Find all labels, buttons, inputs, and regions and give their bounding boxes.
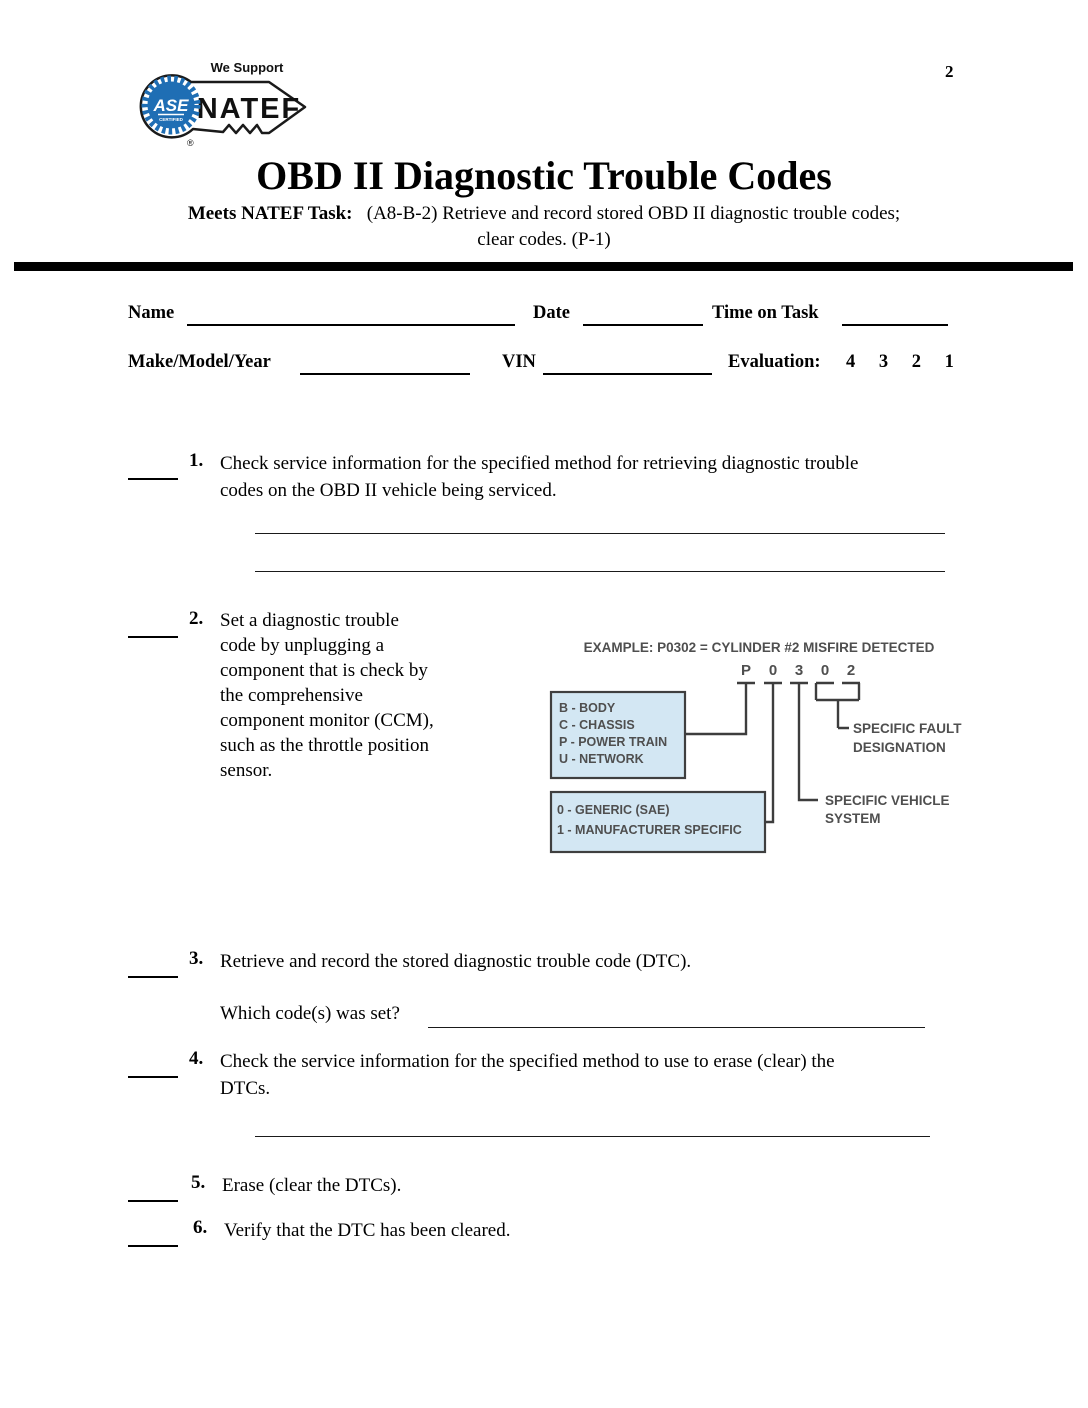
task-2-number: 2. <box>189 608 204 629</box>
code-char-0a: 0 <box>768 662 778 679</box>
diagram-example-title: EXAMPLE: P0302 = CYLINDER #2 MISFIRE DETECTED <box>583 640 935 655</box>
registered-mark: ® <box>187 138 194 148</box>
make-model-year-label: Make/Model/Year <box>128 352 271 372</box>
connector-letter-to-box1 <box>685 683 746 734</box>
task-5-number: 5. <box>191 1172 206 1193</box>
legend-network: U - NETWORK <box>559 752 644 766</box>
legend-powertrain: P - POWER TRAIN <box>559 735 668 749</box>
task-6-check-blank <box>128 1223 178 1247</box>
page-title: OBD II Diagnostic Trouble Codes <box>256 153 832 198</box>
task-2-line5: component monitor (CCM), <box>220 710 434 731</box>
make-fill-line <box>300 352 470 375</box>
logo-support-text: We Support <box>210 60 284 75</box>
vin-label: VIN <box>502 352 536 372</box>
name-label: Name <box>128 303 175 323</box>
code-char-2: 2 <box>846 662 856 679</box>
eval-score-1: 1 <box>944 352 954 372</box>
task-5-line1: Erase (clear the DTCs). <box>222 1175 402 1196</box>
generic-legend-box <box>551 792 765 852</box>
task-2-line1: Set a diagnostic trouble <box>220 610 399 631</box>
legend-generic: 0 - GENERIC (SAE) <box>557 803 670 817</box>
task-6-text <box>224 1217 964 1244</box>
task-1-text <box>220 450 960 504</box>
code-char-0b: 0 <box>820 662 830 679</box>
task-label: Meets NATEF Task: <box>187 203 353 224</box>
task-1-number: 1. <box>189 450 204 471</box>
evaluation-scores <box>846 352 954 373</box>
task-1-line1: Check service information for the specified method for retrieving diagnostic trouble <box>220 453 859 474</box>
task-3-answer-line <box>428 1005 925 1028</box>
code-char-p: P <box>740 662 752 679</box>
name-fill-line <box>187 303 515 326</box>
task-2-line2: code by unplugging a <box>220 635 385 656</box>
date-label: Date <box>533 303 570 323</box>
connector-system <box>799 683 818 800</box>
legend-body: B - BODY <box>559 701 616 715</box>
task-4-check-blank <box>128 1054 178 1078</box>
fault-designation-label-2: DESIGNATION <box>853 740 946 755</box>
legend-manufacturer: 1 - MANUFACTURER SPECIFIC <box>557 823 742 837</box>
task-4-text <box>220 1048 960 1102</box>
task-4-line2: DTCs. <box>220 1078 271 1099</box>
task-5-check-blank <box>128 1178 178 1202</box>
task-5-text <box>222 1172 962 1199</box>
logo-org-text: NATEF <box>196 93 302 125</box>
task-1-answer-line-1 <box>255 511 945 534</box>
task-2-line6: such as the throttle position <box>220 735 429 756</box>
code-char-3: 3 <box>794 662 804 679</box>
task-1-check-blank <box>128 456 178 480</box>
header-divider <box>14 262 1073 271</box>
eval-score-3: 3 <box>878 352 889 372</box>
ase-certified-text: CERTIFIED <box>159 117 183 122</box>
natef-logo <box>133 56 315 151</box>
task-1-answer-line-2 <box>255 549 945 572</box>
task-3-number: 3. <box>189 948 204 969</box>
task-6-number: 6. <box>193 1217 208 1238</box>
dtc-code-diagram <box>540 635 985 870</box>
task-subtitle-line1 <box>0 203 1088 225</box>
vin-fill-line <box>543 352 712 375</box>
vehicle-system-label-1: SPECIFIC VEHICLE <box>825 793 950 808</box>
ase-text: ASE <box>153 96 189 115</box>
task-3-text <box>220 948 960 975</box>
legend-chassis: C - CHASSIS <box>559 718 635 732</box>
vehicle-system-label-2: SYSTEM <box>825 811 881 826</box>
date-fill-line <box>583 303 703 326</box>
connector-digit-to-box2 <box>765 683 773 822</box>
task-2-text <box>220 608 500 783</box>
task-3-line1: Retrieve and record the stored diagnostic trouble code (DTC). <box>220 951 692 972</box>
task-2-line7: sensor. <box>220 760 273 781</box>
task-6-line1: Verify that the DTC has been cleared. <box>224 1220 511 1241</box>
task-2-line3: component that is check by <box>220 660 428 681</box>
time-on-task-label: Time on Task <box>712 303 819 323</box>
eval-score-4: 4 <box>846 352 856 372</box>
task-4-answer-line <box>255 1114 930 1137</box>
evaluation-label: Evaluation: <box>728 352 821 372</box>
page-number: 2 <box>945 62 954 81</box>
task-1-line2: codes on the OBD II vehicle being serviced. <box>220 480 557 501</box>
task-2-check-blank <box>128 614 178 638</box>
task-text: (A8-B-2) Retrieve and record stored OBD II diagnostic trouble codes; <box>366 203 901 224</box>
fault-designation-label-1: SPECIFIC FAULT <box>853 721 962 736</box>
task-subtitle-line2: clear codes. (P-1) <box>477 229 611 250</box>
task-3-question: Which code(s) was set? <box>220 1003 400 1024</box>
time-fill-line <box>842 303 948 326</box>
task-4-line1: Check the service information for the specified method to use to erase (clear) the <box>220 1051 835 1072</box>
task-2-line4: the comprehensive <box>220 685 363 706</box>
task-4-number: 4. <box>189 1048 204 1069</box>
eval-score-2: 2 <box>911 352 921 372</box>
task-3-check-blank <box>128 954 178 978</box>
